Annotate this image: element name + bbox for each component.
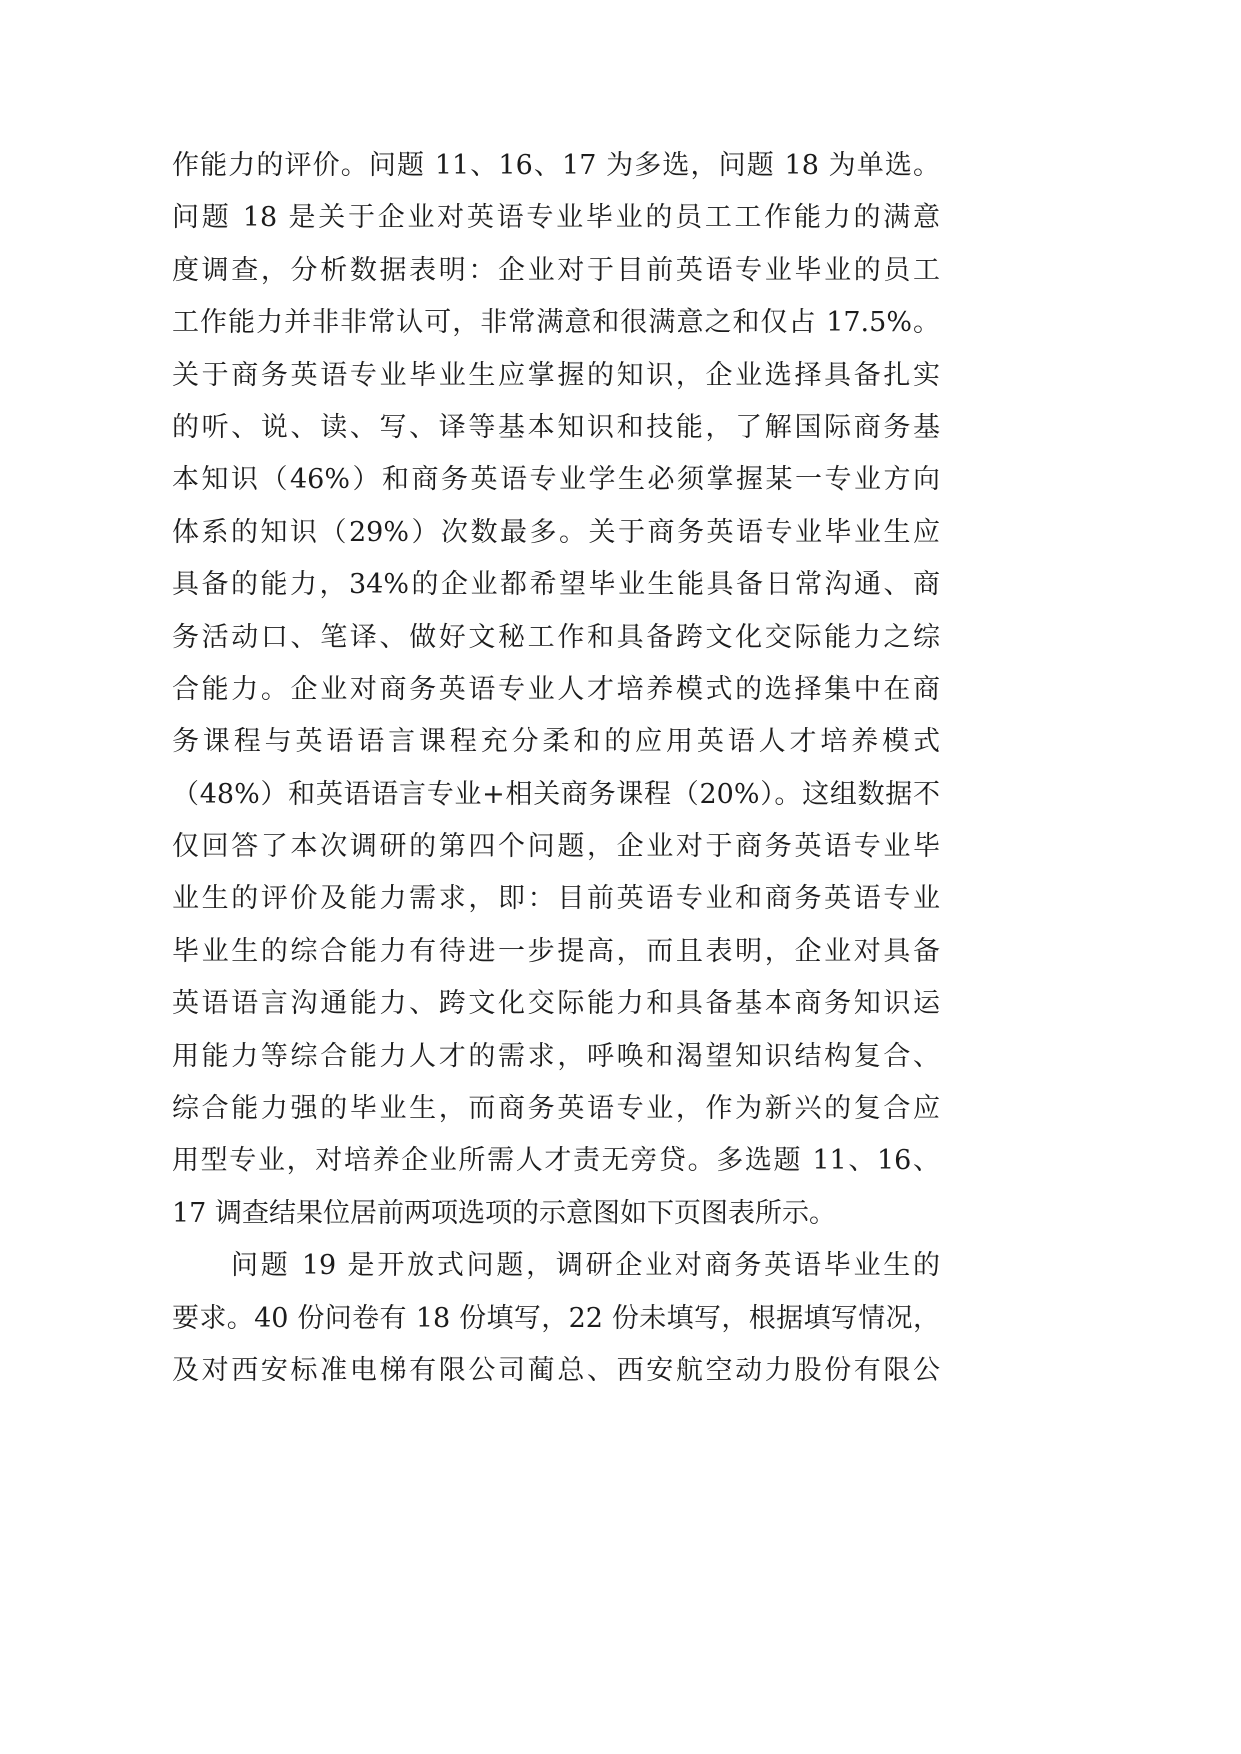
text-line: 本知识（46%）和商务英语专业学生必须掌握某一专业方向 bbox=[172, 464, 940, 496]
text-line: 度调查，分析数据表明：企业对于目前英语专业毕业的员工 bbox=[172, 254, 940, 286]
text-line: 体系的知识（29%）次数最多。关于商务英语专业毕业生应 bbox=[172, 516, 940, 548]
text-line: 问题 19 是开放式问题，调研企业对商务英语毕业生的 bbox=[231, 1250, 940, 1282]
text-line: 要求。40 份问卷有 18 份填写，22 份未填写，根据填写情况， bbox=[172, 1302, 940, 1334]
text-line: 务活动口、笔译、做好文秘工作和具备跨文化交际能力之综 bbox=[172, 621, 940, 653]
text-line: 合能力。企业对商务英语专业人才培养模式的选择集中在商 bbox=[172, 673, 940, 705]
text-line: 业生的评价及能力需求，即：目前英语专业和商务英语专业 bbox=[172, 883, 940, 915]
text-line: 毕业生的综合能力有待进一步提高，而且表明，企业对具备 bbox=[172, 935, 940, 967]
text-line: 问题 18 是关于企业对英语专业毕业的员工工作能力的满意 bbox=[172, 202, 940, 234]
text-line: 用型专业，对培养企业所需人才责无旁贷。多选题 11、16、 bbox=[172, 1145, 940, 1177]
text-line: （48%）和英语语言专业+相关商务课程（20%）。这组数据不 bbox=[172, 778, 940, 810]
text-line: 综合能力强的毕业生，而商务英语专业，作为新兴的复合应 bbox=[172, 1093, 940, 1125]
text-line: 的听、说、读、写、译等基本知识和技能，了解国际商务基 bbox=[172, 411, 940, 443]
text-line: 仅回答了本次调研的第四个问题，企业对于商务英语专业毕 bbox=[172, 831, 940, 863]
text-line: 具备的能力，34%的企业都希望毕业生能具备日常沟通、商 bbox=[172, 569, 940, 601]
text-line: 用能力等综合能力人才的需求，呼唤和渴望知识结构复合、 bbox=[172, 1040, 940, 1072]
text-line: 英语语言沟通能力、跨文化交际能力和具备基本商务知识运 bbox=[172, 988, 940, 1020]
text-line: 工作能力并非非常认可，非常满意和很满意之和仅占 17.5%。 bbox=[172, 307, 940, 339]
text-line: 17 调查结果位居前两项选项的示意图如下页图表所示。 bbox=[172, 1197, 836, 1229]
text-line: 作能力的评价。问题 11、16、17 为多选，问题 18 为单选。 bbox=[172, 150, 940, 181]
paragraph bbox=[172, 1240, 940, 1397]
paragraph bbox=[172, 140, 940, 1240]
text-line: 务课程与英语语言课程充分柔和的应用英语人才培养模式 bbox=[172, 726, 940, 758]
text-line: 及对西安标准电梯有限公司蔺总、西安航空动力股份有限公 bbox=[172, 1354, 940, 1386]
text-line: 关于商务英语专业毕业生应掌握的知识，企业选择具备扎实 bbox=[172, 359, 940, 391]
body-text bbox=[172, 140, 940, 1397]
